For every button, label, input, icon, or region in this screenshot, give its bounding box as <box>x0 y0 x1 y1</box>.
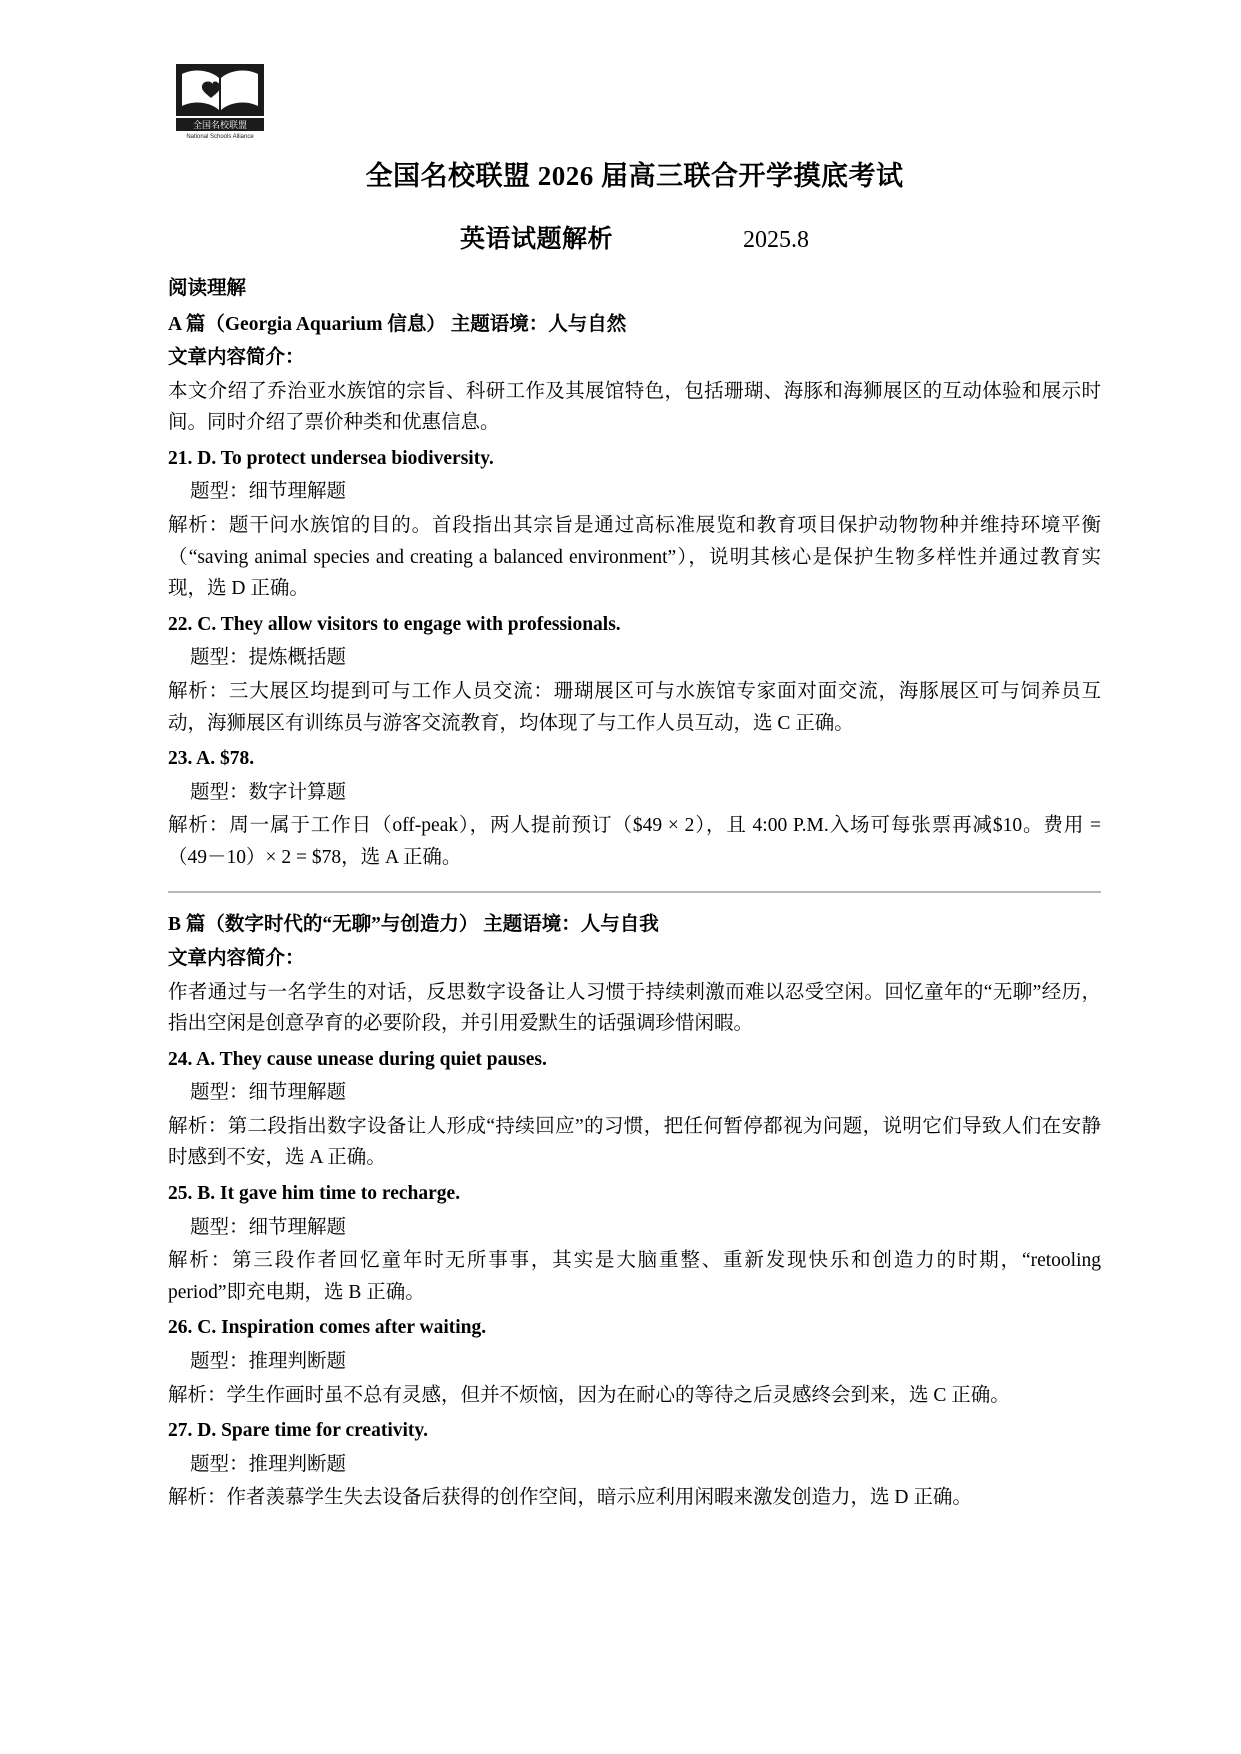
svg-text:National Schools Alliance: National Schools Alliance <box>186 134 254 140</box>
question-answer: 27. D. Spare time for creativity. <box>168 1420 428 1442</box>
section-divider <box>168 891 1101 893</box>
subtitle-row <box>168 219 1101 255</box>
question-explanation: 解析：周一属于工作日（off-peak），两人提前预订（$49 × 2），且 4:00 P.M.入场可每张票再减$10。费用 =（49－10）× 2 = $78，选 A 正确。 <box>168 815 1101 868</box>
section-heading-reading: 阅读理解 <box>168 278 247 299</box>
question-answer: 21. D. To protect undersea biodiversity. <box>168 447 494 469</box>
passage-heading: B 篇（数字时代的“无聊”与创造力） 主题语境：人与自我 <box>168 914 659 936</box>
passage-intro-text: 作者通过与一名学生的对话，反思数字设备让人习惯于持续刺激而难以忍受空闲。回忆童年的“无聊”经历，指出空闲是创意孕育的必要阶段，并引用爱默生的话强调珍惜闲暇。 <box>168 981 1101 1035</box>
question-type: 题型：细节理解题 <box>190 1216 347 1238</box>
question-explanation: 解析：第三段作者回忆童年时无所事事，其实是大脑重整、重新发现快乐和创造力的时期，“retooling period”即充电期，选 B 正确。 <box>168 1250 1101 1303</box>
passage-block-a <box>168 309 1101 874</box>
subject-subtitle: 英语试题解析 <box>459 226 613 253</box>
question-answer: 26. C. Inspiration comes after waiting. <box>168 1317 487 1339</box>
exam-date: 2025.8 <box>743 227 809 253</box>
passage-intro-label: 文章内容简介： <box>168 347 305 369</box>
organization-logo <box>172 62 268 140</box>
question-explanation: 解析：三大展区均提到可与工作人员交流：珊瑚展区可与水族馆专家面对面交流，海豚展区可与饲养员互动，海狮展区有训练员与游客交流教育，均体现了与工作人员互动，选 C 正确。 <box>168 680 1101 734</box>
question-answer: 24. A. They cause unease during quiet pauses. <box>168 1048 547 1070</box>
passage-intro-text: 本文介绍了乔治亚水族馆的宗旨、科研工作及其展馆特色，包括珊瑚、海豚和海狮展区的互动体验和展示时间。同时介绍了票价种类和优惠信息。 <box>168 380 1101 434</box>
page-title: 全国名校联盟 2026 届高三联合开学摸底考试 <box>365 161 904 191</box>
svg-text:全国名校联盟: 全国名校联盟 <box>192 121 248 131</box>
question-explanation: 解析：题干问水族馆的目的。首段指出其宗旨是通过高标准展览和教育项目保护动物物种并维持环境平衡（“saving animal species and creating a balanced environment”），说明其核心是保护生物多样性并通过教育实现，选 D 正确。 <box>168 515 1101 600</box>
question-type: 题型：提炼概括题 <box>190 647 347 669</box>
question-explanation: 解析：第二段指出数字设备让人形成“持续回应”的习惯，把任何暂停都视为问题，说明它们导致人们在安静时感到不安，选 A 正确。 <box>168 1115 1101 1169</box>
question-answer: 22. C. They allow visitors to engage with professionals. <box>168 613 621 635</box>
question-explanation: 解析：作者羡慕学生失去设备后获得的创作空间，暗示应利用闲暇来激发创造力，选 D 正确。 <box>168 1487 972 1509</box>
passage-heading: A 篇（Georgia Aquarium 信息） 主题语境：人与自然 <box>168 313 627 335</box>
question-type: 题型：数字计算题 <box>190 781 347 803</box>
question-answer: 23. A. $78. <box>168 748 255 770</box>
question-type: 题型：细节理解题 <box>190 481 347 503</box>
question-type: 题型：细节理解题 <box>190 1082 347 1104</box>
passage-block-b <box>168 909 1101 1513</box>
question-answer: 25. B. It gave him time to recharge. <box>168 1183 461 1205</box>
question-type: 题型：推理判断题 <box>190 1350 347 1372</box>
question-type: 题型：推理判断题 <box>190 1453 347 1475</box>
passage-intro-label: 文章内容简介： <box>168 947 305 969</box>
question-explanation: 解析：学生作画时虽不总有灵感，但并不烦恼，因为在耐心的等待之后灵感终会到来，选 C 正确。 <box>168 1384 1010 1406</box>
